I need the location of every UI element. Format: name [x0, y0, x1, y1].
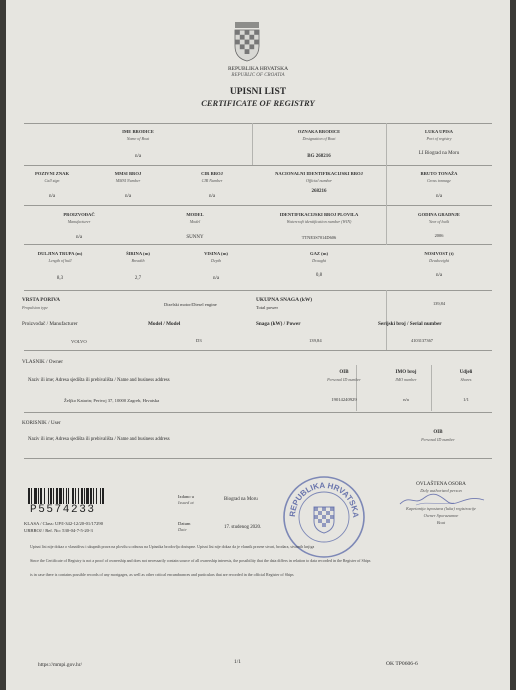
divider	[24, 290, 492, 291]
footer-url[interactable]: https://mmpi.gov.hr/	[38, 662, 82, 668]
win-value: TTNE3S7014D606	[301, 235, 337, 240]
divider	[24, 412, 492, 413]
signature-icon	[396, 492, 491, 508]
model-label: MODEL	[186, 212, 204, 217]
seal-text: REPUBLIKA HRVATSKA	[287, 480, 361, 519]
mmsi-label: MMSI BROJ	[114, 171, 142, 176]
mmsi-value: n/a	[124, 194, 132, 199]
form-code: OK TP0606-6	[386, 661, 418, 667]
manufacturer-label-en: Manufacturer	[67, 219, 91, 224]
divider	[24, 350, 492, 351]
engine-manufacturer-value: VOLVO	[71, 339, 87, 344]
owner-shares-label-en: Shares	[460, 377, 472, 382]
model-value: SUNNY	[186, 235, 204, 240]
user-oib-label: OIB	[433, 430, 443, 435]
engine-model-value: D3	[196, 338, 202, 343]
port-label-en: Port of registry	[426, 136, 452, 141]
issued-at-label: Izdano u	[178, 494, 194, 499]
barcode-bar	[63, 488, 64, 504]
draught-label: GAZ (m)	[310, 251, 328, 256]
boat-name-label-en: Name of Boat	[126, 136, 150, 141]
owner-name-label: Naziv ili ime; Adresa sjedišta ili prebivališta / Name and business address	[28, 378, 170, 383]
win-label: IDENTIFIKACIJSKI BROJ PLOVILA	[279, 212, 359, 217]
barcode-bar	[28, 488, 30, 504]
manufacturer-value: n/a	[75, 235, 83, 240]
barcode-bar	[53, 488, 54, 504]
date-value: 17. studenog 2020.	[224, 525, 262, 530]
hull-length-value: 8,3	[56, 276, 64, 281]
barcode-bar	[102, 488, 104, 504]
barcode-bar	[75, 488, 76, 504]
barcode-bar	[93, 488, 94, 504]
engine-power-value: 139,84	[309, 338, 322, 343]
depth-label-en: Depth	[210, 258, 221, 263]
divider	[24, 165, 492, 166]
hull-length-label: DULJINA TRUPA (m)	[37, 251, 83, 256]
user-oib-label-en: Personal ID number	[421, 437, 455, 442]
date-label: Datum	[178, 521, 191, 526]
authorized-person-office-2: Owner Sporazumne	[423, 513, 459, 518]
owner-imo-label: IMO broj	[395, 370, 417, 375]
owner-imo-value: n/a	[403, 397, 409, 402]
official-number-value: 268216	[311, 189, 327, 194]
country-name-en: REPUBLIC OF CROATIA	[231, 73, 285, 78]
owner-section-title: VLASNIK / Owner	[22, 359, 63, 365]
note-paragraph-2: Since the Certificate of Registry is not a proof of ownership and does not necessarily contain source of all ownership interests, the possibility that the data differs in relation to data recorded in the Register of Ships	[30, 558, 371, 563]
barcode-bar	[96, 488, 97, 504]
barcode-bar	[34, 488, 37, 504]
engine-model-label: Model / Model	[148, 321, 181, 327]
barcode-bar	[100, 488, 101, 504]
win-label-en: Watercraft identification number (WIN)	[286, 219, 352, 224]
boat-name-value: n/a	[134, 154, 142, 159]
divider	[24, 123, 492, 124]
port-label: LUKA UPISA	[425, 129, 453, 134]
call-sign-label: POZIVNI ZNAK	[34, 171, 70, 176]
country-name: REPUBLIKA HRVATSKA	[227, 66, 289, 72]
barcode-bar	[84, 488, 85, 504]
barcode-bar	[48, 488, 49, 504]
issued-at-value: Biograd na Moru	[224, 497, 258, 502]
breadth-label: ŠIRINA (m)	[126, 251, 150, 256]
authorized-person-subtitle: Duly authorized person	[420, 488, 462, 493]
total-power-label-en: Total power	[256, 305, 279, 310]
barcode-bar	[40, 488, 42, 504]
authorized-person-office-3: Boat	[436, 520, 446, 525]
engine-serial-label: Serijski broj / Serial number	[378, 321, 442, 327]
user-section-title: KORISNIK / User	[22, 420, 61, 426]
note-paragraph-3: is in case there is contains possible records of any mortgages, as well as other critical encumbrances and particulars that are recorded in the official Register of Ships	[30, 572, 294, 577]
divider	[24, 244, 492, 245]
coat-of-arms-icon	[233, 22, 261, 62]
reference-number: URBROJ / Ref. No: 530-04-7-5-20-3	[24, 528, 93, 533]
page-number: 1/1	[234, 659, 241, 665]
gross-tonnage-label-en: Gross tonnage	[427, 178, 451, 183]
engine-manufacturer-label: Proizvođač / Manufacturer	[22, 321, 78, 327]
authorized-person-office: Kapetanija ispostava (luka) registracije	[406, 506, 476, 511]
cir-value: n/a	[208, 194, 216, 199]
port-value: LI Biograd na Moru	[418, 151, 460, 156]
barcode-bar	[78, 488, 79, 504]
hull-length-label-en: Length of hull	[48, 258, 72, 263]
barcode-bar	[66, 488, 67, 504]
mmsi-label-en: MMSI Number	[115, 178, 141, 183]
barcode-bar	[86, 488, 89, 504]
gross-tonnage-label: BRUTO TONAŽA	[420, 171, 458, 176]
draught-label-en: Draught	[312, 258, 326, 263]
total-power-label: UKUPNA SNAGA (kW)	[256, 297, 313, 303]
official-number-label: NACIONALNI IDENTIFIKACIJSKI BROJ	[275, 171, 363, 176]
cir-label-en: CIR Number	[201, 178, 223, 183]
depth-label: VISINA (m)	[204, 251, 228, 256]
barcode-bar	[72, 488, 74, 504]
barcode-bar	[31, 488, 32, 504]
deadweight-label: NOSIVOST (t)	[424, 251, 454, 256]
year-built-value: 2006	[434, 233, 444, 238]
call-sign-value: n/a	[48, 194, 56, 199]
owner-oib-label-en: Personal ID number	[327, 377, 361, 382]
call-sign-label-en: Call sign	[44, 178, 60, 183]
model-label-en: Model	[189, 219, 201, 224]
year-built-label: GODINA GRADNJE	[418, 212, 460, 217]
barcode-bar	[56, 488, 58, 504]
deadweight-value: n/a	[435, 273, 443, 278]
year-built-label-en: Year of built	[428, 219, 450, 224]
total-power-value: 139,84	[432, 301, 446, 306]
gross-tonnage-value: n/a	[435, 194, 443, 199]
engine-power-label: Snaga (kW) / Power	[256, 321, 301, 327]
barcode-icon	[28, 488, 146, 504]
barcode-bar	[50, 488, 52, 504]
document-title: UPISNI LIST	[229, 87, 287, 97]
barcode-bar	[68, 488, 69, 504]
cir-label: CIR BROJ	[201, 171, 223, 176]
owner-shares-value: 1/1	[463, 397, 469, 402]
breadth-value: 2,7	[134, 276, 142, 281]
deadweight-label-en: Deadweight	[429, 258, 449, 263]
propulsion-type-label: VRSTA PORIVA	[22, 297, 60, 303]
draught-value: 0,8	[315, 273, 323, 278]
owner-oib-label: OIB	[339, 370, 349, 375]
divider	[386, 290, 387, 350]
boat-name-label: IME BRODICE	[122, 129, 154, 134]
barcode-bar	[38, 488, 39, 504]
designation-value: BG 268216	[307, 154, 331, 159]
certificate-paper	[6, 0, 510, 690]
issued-at-label-en: Issued at	[178, 500, 194, 505]
official-number-label-en: Official number	[305, 178, 333, 183]
authorized-person-title: OVLAŠTENA OSOBA	[416, 481, 466, 487]
date-label-en: Date	[178, 527, 187, 532]
owner-oib-value: 19014240929	[331, 397, 357, 402]
designation-label: OZNAKA BRODICE	[297, 129, 341, 134]
owner-shares-label: Udjeli	[459, 370, 473, 375]
owner-name-value: Željko Katarin; Perivoj 37, 10000 Zagreb, Hrvatska	[64, 398, 160, 403]
user-name-label: Naziv ili ime; Adresa sjedišta ili prebivališta / Name and business address	[28, 437, 170, 442]
depth-value: n/a	[212, 276, 220, 281]
barcode-number: P5574233	[30, 504, 96, 516]
engine-serial-value: 4103137367	[411, 338, 433, 343]
note-paragraph-1: Upisni list nije dokaz o vlasništvu i ukupnih prava na plovilu u odnosu na Upisnika brodovlja dostupne. Upisni list nije dokaz da je vlasnik pravne stvari, brodara, stvarnih knjiga	[30, 544, 315, 549]
barcode-bar	[90, 488, 92, 504]
breadth-label-en: Breadth	[131, 258, 145, 263]
divider	[24, 205, 492, 206]
barcode-bar	[81, 488, 83, 504]
document-title-en: CERTIFICATE OF REGISTRY	[201, 98, 315, 108]
owner-imo-label-en: IMO number	[395, 377, 417, 382]
manufacturer-label: PROIZVOĐAČ	[63, 212, 95, 217]
propulsion-type-label-en: Propulsion type	[22, 305, 48, 310]
divider	[24, 458, 492, 459]
propulsion-type-value: Dizelski motor/Diesel engine	[164, 302, 217, 307]
barcode-bar	[44, 488, 45, 504]
designation-label-en: Designation of Boat	[302, 136, 336, 141]
class-number: KLASA / Class: UP/I-342-12/20-01/17290	[24, 521, 103, 526]
barcode-bar	[59, 488, 62, 504]
